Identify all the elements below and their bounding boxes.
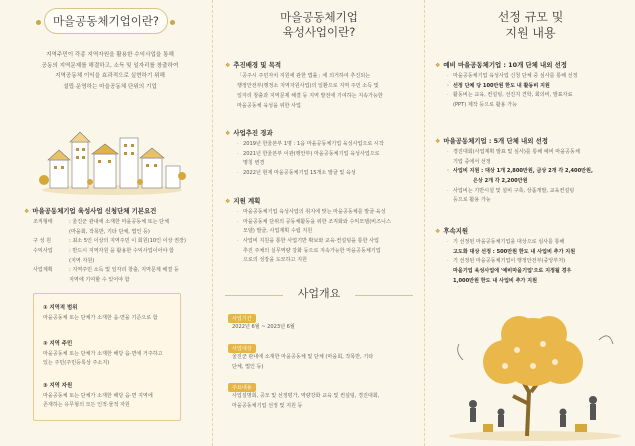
overview-divider-right — [355, 295, 413, 296]
pre-enterprise-item-cont: (PPT) 제작 등으로 활용 가능 — [453, 102, 517, 109]
criteria-row: 사업계획 : 지역주민 소득 및 일자리 창출, 지역문제 해결 등 — [33, 267, 179, 274]
diamond-icon: ❖ — [435, 62, 441, 69]
plan-item-cont: 추진 주체의 실무역량 강화 등으로 지속가능한 마을공동체기업 — [243, 247, 381, 254]
progress-heading: ❖ 사업추진 경과 — [225, 129, 273, 137]
plan-item: · 마을공동체기업 육성사업의 취지에 맞는 마을공동체를 발굴·육성 — [237, 208, 421, 218]
intro-line: 지역주민이 각종 지역자원을 활용한 수익사업을 통해 — [46, 52, 174, 58]
title-dot-right — [170, 20, 175, 25]
background-heading: ❖ 추진배경 및 목적 — [225, 61, 282, 69]
page-title: 마을공동체기업이란? — [44, 8, 168, 34]
period-text: 2022년 6월 ~ 2023년 6월 — [232, 324, 295, 330]
diamond-icon: ❖ — [225, 130, 231, 137]
criteria-list — [33, 218, 203, 286]
diamond-icon: ❖ — [225, 62, 231, 69]
enterprise-heading: ❖ 마을공동체기업 : 5개 단체 내외 선정 — [435, 137, 548, 145]
tag-period: 사업기간 — [228, 314, 256, 323]
support-title: 선정 규모 및 지원 내용 — [497, 10, 564, 40]
criteria-row: 수익사업 : 반드시 지역자원 을 활용한 수익사업이어야 함 — [33, 248, 174, 255]
pre-enterprise-item: · 마을공동체기업 육성사업 신청 단체 중 심사를 통해 선정 — [447, 72, 633, 82]
follow-up-item-cont: 고도화 대상 선정 : 500만원 한도 내 사업비 추가 지원 — [453, 248, 576, 255]
tree-community-illustration — [443, 300, 623, 442]
criteria-row: (지역 자원) — [69, 257, 95, 264]
follow-up-list — [447, 238, 633, 286]
panel-intro — [0, 0, 212, 446]
plan-item-cont: 모델) 발굴, 사업계획 수립 지원 — [243, 228, 313, 235]
enterprise-item: · 사업비는 기반시설 및 설비 구축, 상품개발, 교육컨설팅 — [447, 187, 633, 197]
panel-support — [424, 0, 635, 446]
program-title: 마을공동체기업 육성사업이란? — [280, 10, 358, 39]
definition-item: ① 지역적 범위 마을공동체 또는 단체가 소재한 읍·면을 기준으로 함 — [43, 305, 158, 321]
plan-list — [237, 208, 421, 266]
progress-item: · 2019년 한울본부 1명 : 1읍 마을공동체기업 육성사업으로 시작 — [237, 140, 421, 150]
village-illustration — [38, 120, 186, 196]
enterprise-list — [447, 148, 633, 206]
diamond-icon: ❖ — [435, 228, 441, 235]
plan-item: · 마을공동체 단위의 공동체활동을 위한 조직화와 수익모델(비즈니스 — [237, 218, 421, 228]
intro-line: 지역공동체 이익을 효과적으로 실현하기 위해 — [55, 73, 165, 80]
progress-list — [237, 140, 421, 179]
follow-up-item-cont: 마을기업 육성사업에 '예비마을기업'으로 지정될 경우 — [453, 268, 572, 275]
diamond-icon: ❖ — [24, 208, 30, 215]
diamond-icon: ❖ — [225, 198, 231, 205]
criteria-row: 지역에 기여할 수 있어야 함 — [69, 277, 130, 284]
pre-enterprise-heading: ❖ 예비 마을공동체기업 : 10개 단체 내외 선정 — [435, 61, 567, 69]
progress-item: · 2022년 현재 마을공동체기업 15개소 발굴 및 육성 — [237, 169, 421, 179]
enterprise-item-cont: 기업 중에서 선정 — [453, 158, 491, 165]
criteria-row: (마을회, 작목반, 기타 단체, 법인 등) — [69, 228, 150, 235]
pre-enterprise-list — [447, 72, 633, 111]
follow-up-item: · 기 선정된 마을공동체기업을 대상으로 심사를 통해 — [447, 238, 633, 248]
progress-item: · 2021년 한울본부 이관(행안부) 마을공동체기업 육성사업으로 — [237, 150, 421, 160]
criteria-heading: ❖ 마을공동체기업 육성사업 신청단체 기본요건 — [24, 207, 157, 215]
pre-enterprise-item: · 활동비는 교육, 컨설팅, 선진지 견학, 회의비, 발표자료 — [447, 91, 633, 101]
plan-item-cont: 으로의 성장을 도모하고 지원 — [243, 257, 307, 264]
follow-up-item: · 기 선정된 마을공동체기업이 행정안전부(중앙부처) — [447, 257, 633, 267]
intro-text — [20, 50, 200, 93]
criteria-row: 구 성 원 : 최소 5인 이상의 지역주민 이 회원(10인 이상 권장) — [33, 238, 186, 245]
tag-contents: 주요내용 — [228, 383, 256, 392]
panel-program — [212, 0, 424, 446]
enterprise-item: · 경진대회(사업계획 발표 및 심사)를 통해 예비 마을공동체 — [447, 148, 633, 158]
definition-box — [33, 293, 181, 421]
definition-item: ③ 지역 자원 마을공동체 또는 단체가 소재한 해당 읍·면 지역에 존재하는 유무형의 모든 인적·물적 자원 — [43, 383, 153, 408]
criteria-row: 조직형태 : 울진군 관내에 소재한 마을공동체 또는 단체 — [33, 219, 170, 225]
tag-target: 사업대상 — [228, 344, 256, 353]
overview-divider-left — [225, 295, 283, 296]
enterprise-item-cont: 은상 2개 각 2,200만원 — [473, 178, 528, 185]
enterprise-item: · 사업비 지원 : 대상 1개 2,800만원, 금상 2개 각 2,400만원, — [447, 167, 633, 177]
follow-up-heading: ❖ 후속지원 — [435, 227, 469, 235]
pre-enterprise-item: · 선정 단체 당 100만원 한도 내 활동비 지원 — [447, 82, 633, 92]
plan-item: · 사업비 지원을 통한 사업기반 확보와 교육·컨설팅을 통한 사업 — [237, 237, 421, 247]
target-text: 울진군 관내에 소재한 마을공동체 및 단체 (마을회, 작목반, 기타 단체, 법인 등) — [232, 354, 374, 370]
plan-heading: ❖ 지원 계획 — [225, 197, 261, 205]
follow-up-item-cont: 1,000만원 한도 내 사업비 추가 지원 — [453, 277, 538, 284]
definition-item: ② 지역 주민 마을공동체 또는 단체가 소재한 해당 읍·면에 거주하고 있는 주민(주민등록상 주소지) — [43, 341, 163, 366]
intro-line: 설립·운영하는 마을공동체 단위의 기업 — [63, 83, 157, 90]
contents-text: 사업설명회, 공모 및 선정평가, 역량강화 교육 및 컨설팅, 경진대회, 마을공동체기업 선정 및 지원 등 — [232, 393, 380, 409]
intro-line: 공동의 지역문제를 해결하고, 소득 및 일자리를 창출하여 — [41, 62, 179, 69]
diamond-icon: ❖ — [435, 138, 441, 145]
overview-title: 사업개요 — [297, 287, 341, 300]
enterprise-item-cont: 등으로 활용 가능 — [453, 197, 491, 204]
background-text: 「공주시 주민자치 지원에 관한 법률」에 의거하여 추진되는 행정안전부(행정소 지역자원사업)의 일환으로 지역 주민 소득 및 일자리 창출과 지역문제 해결 등 지역 발전에 기여하는 지속가능한 마을공동체 육성을 위한 사업 — [237, 73, 383, 109]
title-dot-left — [36, 20, 41, 25]
progress-item-cont: 명칭 변경 — [243, 160, 265, 167]
